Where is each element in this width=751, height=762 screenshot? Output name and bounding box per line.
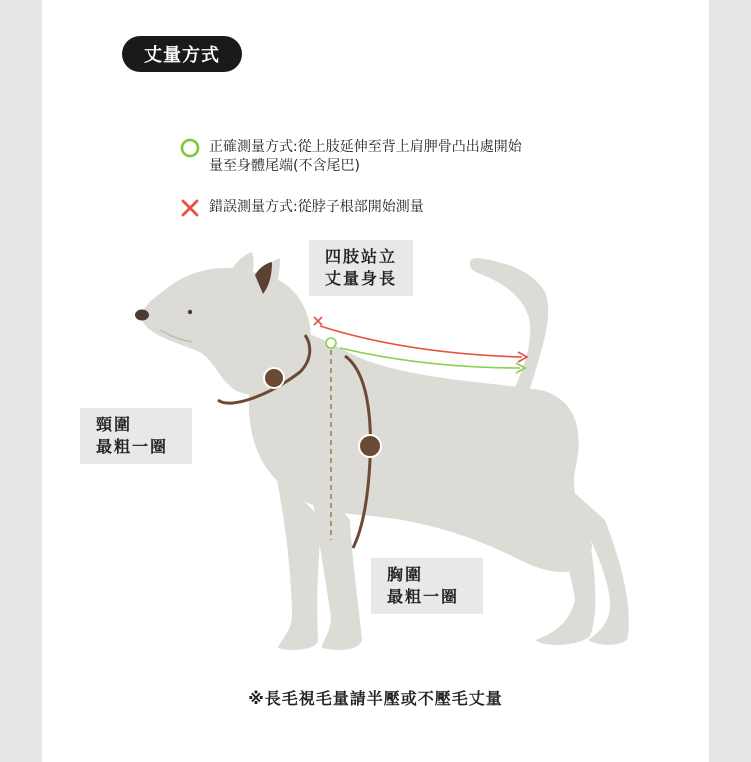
chest-line2: 最粗一圈 [387,587,460,606]
body-length-line1: 四肢站立 [325,247,398,266]
chest-strap-knot [359,435,381,457]
chest-label [371,558,483,614]
body-length-label [309,240,413,296]
footnote: ※長毛視毛量請半壓或不壓毛丈量 [248,689,503,708]
legend-wrong-line1: 錯誤測量方式:從脖子根部開始測量 [209,199,424,215]
wrong-measure-line [320,326,522,357]
neck-line1: 頸圍 [96,415,133,434]
nose [135,310,149,321]
neck-strap-knot [264,368,284,388]
legend-correct-line2: 量至身體尾端(不含尾巴) [209,158,360,174]
eye [188,310,192,314]
body-length-line2: 丈量身長 [325,269,398,288]
legend-correct-line1: 正確測量方式:從上肢延伸至背上肩胛骨凸出處開始 [209,139,522,155]
neck-label [80,408,192,464]
wrong-start-mark [314,317,322,325]
section-title: 丈量方式 [122,36,242,72]
chest-line1: 胸圍 [387,565,424,584]
correct-start-mark [326,338,336,348]
neck-line2: 最粗一圈 [96,437,169,456]
